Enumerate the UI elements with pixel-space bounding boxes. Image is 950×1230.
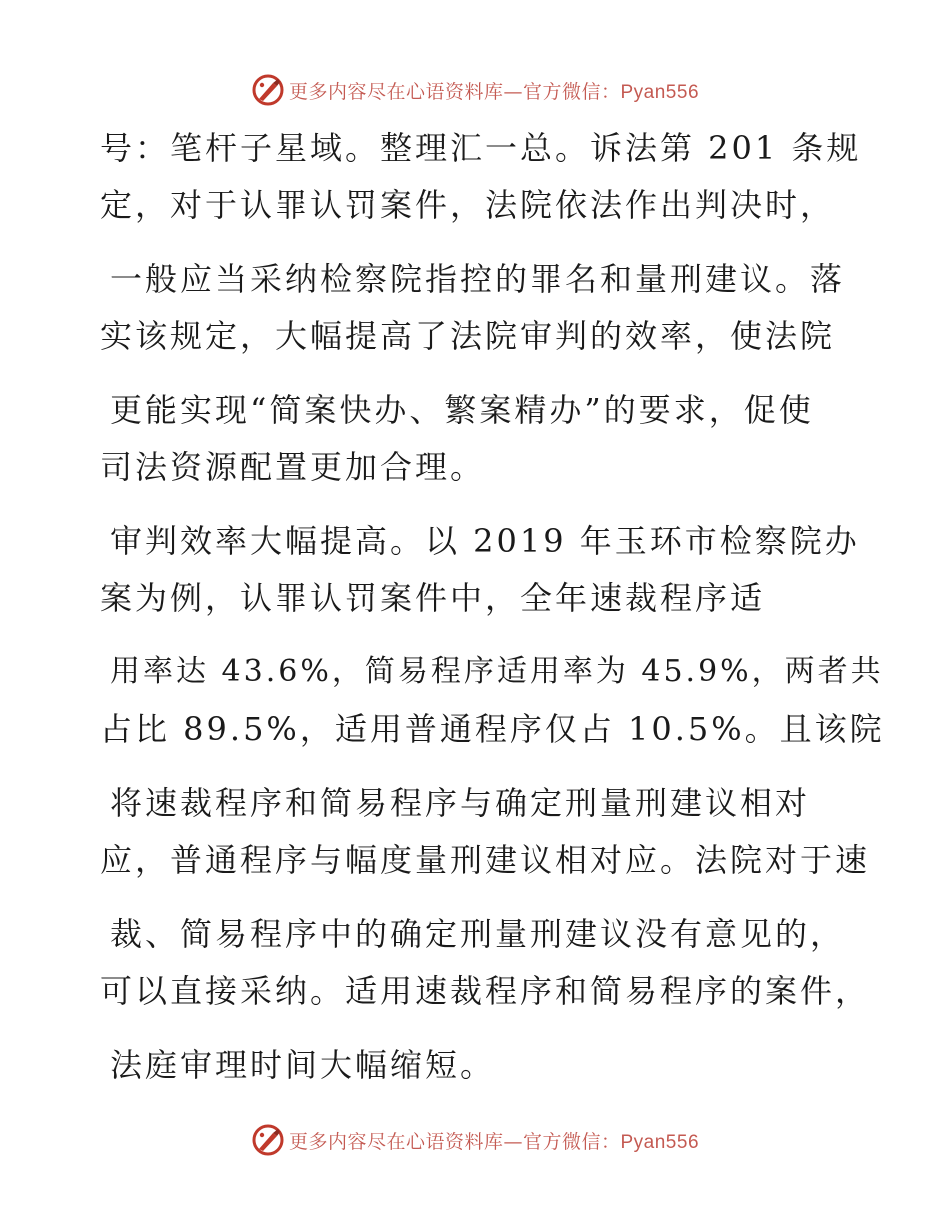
header-banner-text: 更多内容尽在心语资料库—官方微信：Pyan556 (288, 80, 700, 103)
text-line: 一般应当采纳检察院指控的罪名和量刑建议。落 (110, 260, 846, 298)
header-wechat-id: Pyan556 (620, 81, 700, 103)
header-banner-content (251, 73, 699, 107)
text-line: 应，普通程序与幅度量刑建议相对应。法院对于速 (100, 841, 871, 879)
footer-banner (0, 1118, 950, 1162)
text-line: 定，对于认罪认罚案件，法院依法作出判决时， (100, 186, 836, 224)
text-line: 将速裁程序和简易程序与确定刑量刑建议相对 (110, 784, 811, 822)
text-line: 案为例，认罪认罚案件中，全年速裁程序适 (100, 579, 766, 617)
text-line: 司法资源配置更加合理。 (100, 448, 486, 486)
text-line: 裁、简易程序中的确定刑量刑建议没有意见的， (110, 915, 846, 953)
brand-logo-icon (251, 73, 285, 107)
text-line: 可以直接采纳。适用速裁程序和简易程序的案件， (100, 972, 871, 1010)
header-banner (0, 68, 950, 112)
footer-banner-text: 更多内容尽在心语资料库—官方微信：Pyan556 (288, 1130, 700, 1153)
brand-logo-icon (251, 1123, 285, 1157)
footer-wechat-id: Pyan556 (620, 1131, 700, 1153)
text-line: 更能实现“简案快办、繁案精办”的要求，促使 (110, 391, 814, 429)
text-line: 号：笔杆子星域。整理汇一总。诉法第 201 条规 (100, 129, 862, 167)
text-line: 用率达 43.6%，简易程序适用率为 45.9%，两者共 (110, 654, 884, 689)
text-line: 审判效率大幅提高。以 2019 年玉环市检察院办 (110, 522, 860, 560)
text-line: 实该规定，大幅提高了法院审判的效率，使法院 (100, 317, 836, 355)
text-line: 占比 89.5%，适用普通程序仅占 10.5%。且该院 (100, 710, 885, 748)
footer-banner-content (251, 1123, 699, 1157)
text-line: 法庭审理时间大幅缩短。 (110, 1046, 496, 1084)
